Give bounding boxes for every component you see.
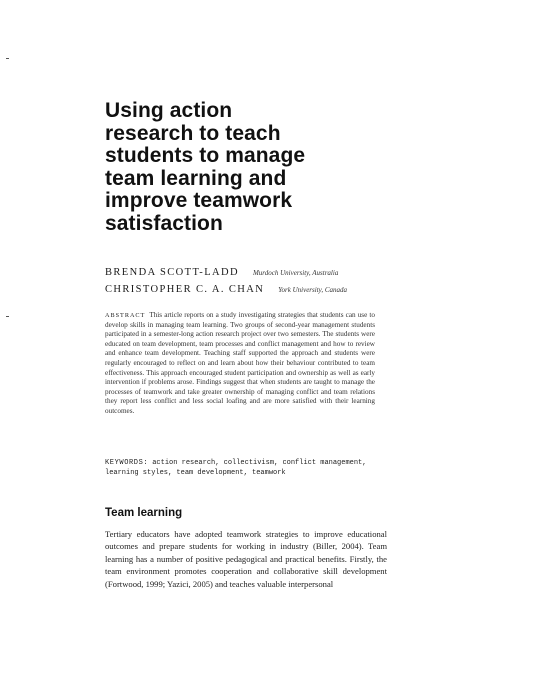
article-title: [105, 100, 405, 235]
keywords: [105, 458, 380, 478]
page-edge-mark: [6, 316, 9, 317]
keywords-text: action research, collectivism, conflict management, learning styles, team development, teamwork: [105, 459, 367, 477]
abstract-text: This article reports on a study investigating strategies that students can use to develop skills in managing team learning. Two groups of second-year management students participated in a semester-long action research project over two semesters. The students were educated on team development, team processes and conflict management and how to review and enhance team development. Teaching staff supported the approach and students were regularly encouraged to reflect on and learn about how their behaviour contributed to team effectiveness. This approach encouraged student participation and ownership as well as early intervention if problems arose. Findings suggest that when students are taught to manage the processes of teamwork and take greater ownership of managing conflict and team relations they report less conflict and less social loafing and are more satisfied with their learning outcomes.: [105, 311, 375, 415]
page-edge-mark: [6, 58, 9, 59]
title-line: team learning and: [105, 166, 287, 190]
title-line: Using action: [105, 99, 233, 122]
author-line: [105, 279, 347, 297]
author-affiliation: York University, Canada: [278, 286, 348, 294]
keywords-label: KEYWORDS:: [105, 459, 149, 467]
title-line: improve teamwork: [105, 189, 293, 212]
title-line: students to manage: [105, 144, 306, 167]
author-line: [105, 262, 338, 280]
section-heading: Team learning: [105, 507, 183, 519]
body-paragraph: Tertiary educators have adopted teamwork strategies to improve educational outcomes and prepare students for working in industry (Biller, 2004). Team learning has a number of positive pedagogical and practical benefits. Firstly, the team environment promotes cooperation and collaborative skill development (Fortwood, 1999; Yazici, 2005) and teaches valuable interpersonal: [105, 529, 387, 589]
title-line: research to teach: [105, 121, 281, 145]
abstract-label: ABSTRACT: [105, 312, 146, 319]
author-affiliation: Murdoch University, Australia: [252, 269, 339, 277]
author-name: BRENDA SCOTT-LADD: [105, 267, 239, 278]
abstract: [105, 311, 375, 417]
author-name: CHRISTOPHER C. A. CHAN: [105, 284, 265, 295]
title-line: satisfaction: [105, 211, 223, 235]
